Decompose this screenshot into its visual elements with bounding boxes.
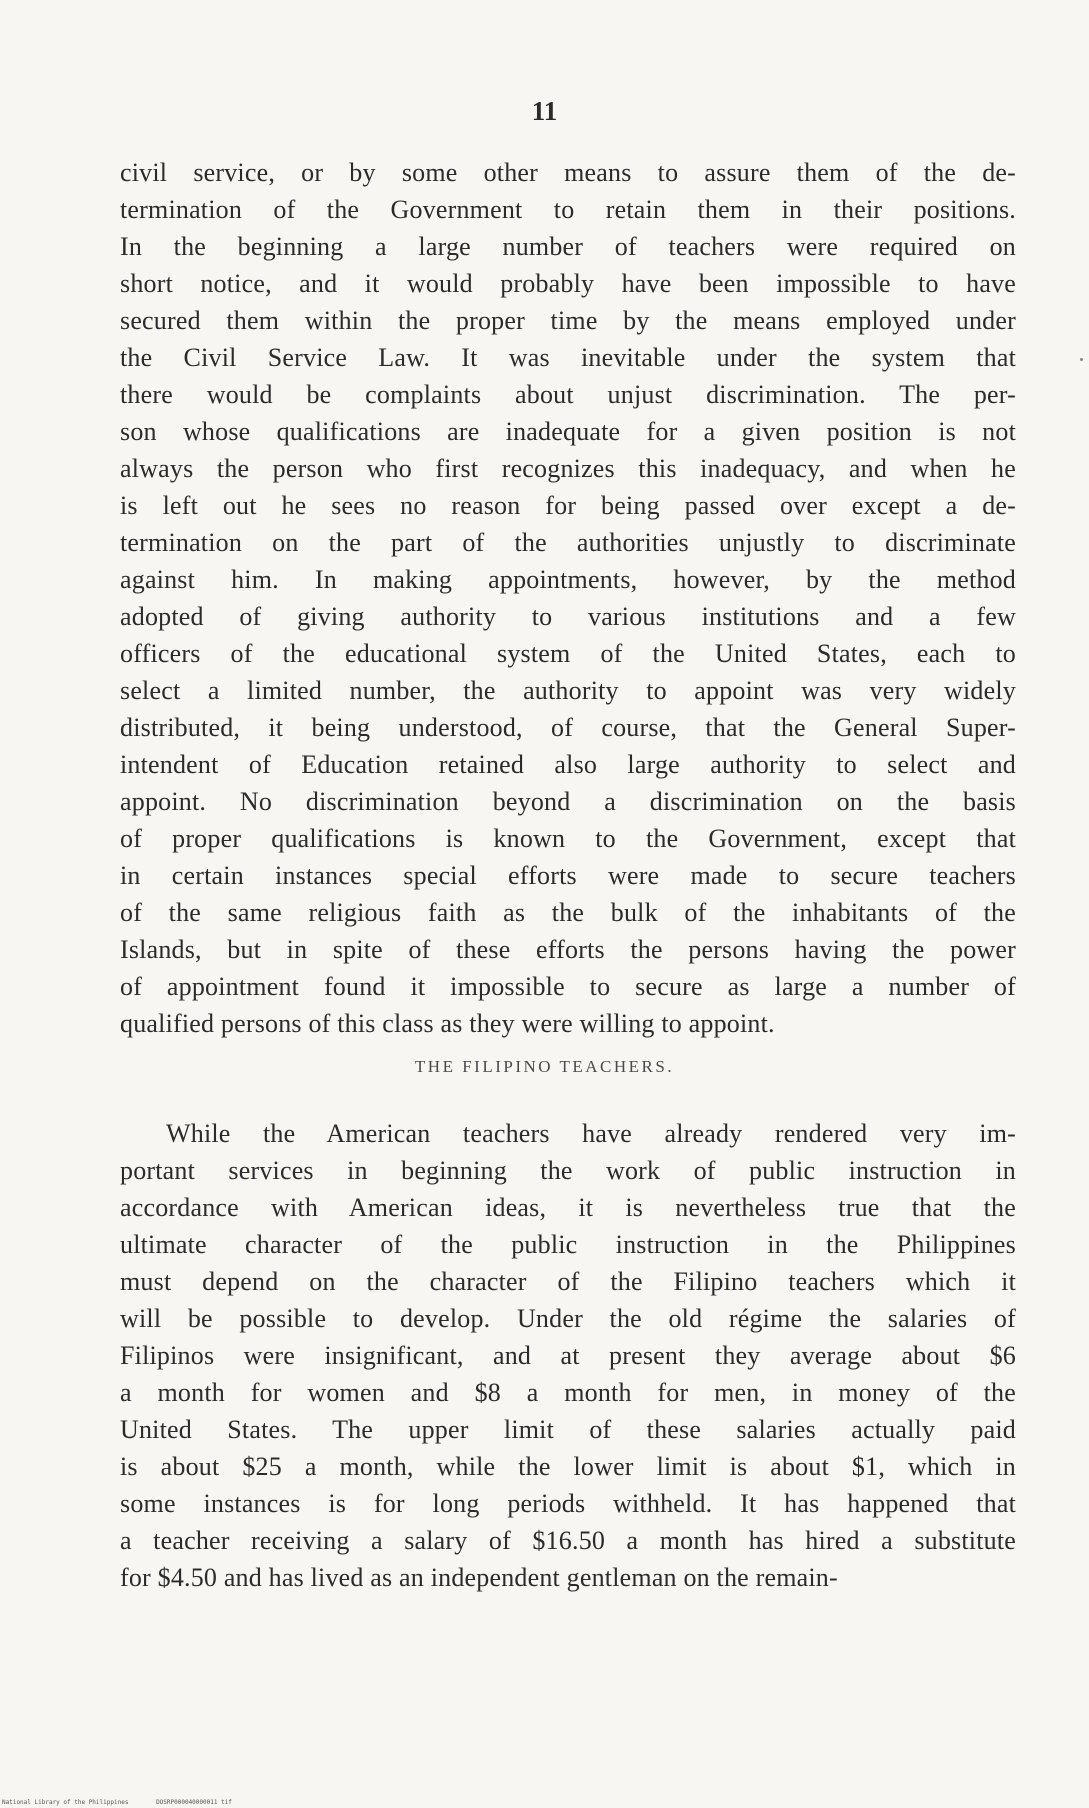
text-line: will be possible to develop. Under the old régime the salaries of: [120, 1304, 1016, 1333]
text-line: short notice, and it would probably have been impossible to have: [120, 269, 1016, 298]
text-line: Islands, but in spite of these efforts the persons having the power: [120, 935, 1016, 964]
text-line: civil service, or by some other means to assure them of the de-: [120, 158, 1016, 187]
text-line: against him. In making appointments, however, by the method: [120, 565, 1016, 594]
text-line: accordance with American ideas, it is nevertheless true that the: [120, 1193, 1016, 1222]
library-name: National Library of the Philippines: [2, 1799, 129, 1806]
text-line: appoint. No discrimination beyond a discrimination on the basis: [120, 787, 1016, 816]
text-line: distributed, it being understood, of course, that the General Super-: [120, 713, 1016, 742]
text-line: must depend on the character of the Filipino teachers which it: [120, 1267, 1016, 1296]
text-line: a month for women and $8 a month for men, in money of the: [120, 1378, 1016, 1407]
text-line: In the beginning a large number of teachers were required on: [120, 232, 1016, 261]
text-line: While the American teachers have already rendered very im-: [166, 1119, 1016, 1148]
text-line: there would be complaints about unjust discrimination. The per-: [120, 380, 1016, 409]
text-line: always the person who first recognizes this inadequacy, and when he: [120, 454, 1016, 483]
text-line: of appointment found it impossible to secure as large a number of: [120, 972, 1016, 1001]
paragraph-2: [120, 1115, 1016, 1596]
text-line: termination on the part of the authorities unjustly to discriminate: [120, 528, 1016, 557]
text-line: portant services in beginning the work of public instruction in: [120, 1156, 1016, 1185]
text-line: in certain instances special efforts were made to secure teachers: [120, 861, 1016, 890]
text-line: intendent of Education retained also large authority to select and: [120, 750, 1016, 779]
text-line: of the same religious faith as the bulk of the inhabitants of the: [120, 898, 1016, 927]
text-line: termination of the Government to retain them in their positions.: [120, 195, 1016, 224]
text-line: select a limited number, the authority to appoint was very widely: [120, 676, 1016, 705]
section-heading: THE FILIPINO TEACHERS.: [414, 1057, 675, 1076]
text-line: ultimate character of the public instruction in the Philippines: [120, 1230, 1016, 1259]
text-line: officers of the educational system of the United States, each to: [120, 639, 1016, 668]
file-id: DOSRP000040000011 tif: [156, 1799, 232, 1806]
scan-speck: [1080, 358, 1083, 361]
paragraph-1: [120, 154, 1016, 1042]
text-line: a teacher receiving a salary of $16.50 a month has hired a substitute: [120, 1526, 1016, 1555]
page-number: 11: [531, 96, 558, 126]
scan-footer: [2, 1799, 256, 1806]
text-line: United States. The upper limit of these salaries actually paid: [120, 1415, 1016, 1444]
text-line: secured them within the proper time by the means employed under: [120, 306, 1016, 335]
text-line: adopted of giving authority to various institutions and a few: [120, 602, 1016, 631]
text-line: son whose qualifications are inadequate for a given position is not: [120, 417, 1016, 446]
text-line: some instances is for long periods withheld. It has happened that: [120, 1489, 1016, 1518]
text-line: is about $25 a month, while the lower limit is about $1, which in: [120, 1452, 1016, 1481]
text-line: for $4.50 and has lived as an independent gentleman on the remain-: [120, 1563, 838, 1592]
text-line: Filipinos were insignificant, and at present they average about $6: [120, 1341, 1016, 1370]
text-line: the Civil Service Law. It was inevitable under the system that: [120, 343, 1016, 372]
text-line: is left out he sees no reason for being passed over except a de-: [120, 491, 1016, 520]
text-line: of proper qualifications is known to the Government, except that: [120, 824, 1016, 853]
text-line: qualified persons of this class as they were willing to appoint.: [120, 1009, 775, 1038]
